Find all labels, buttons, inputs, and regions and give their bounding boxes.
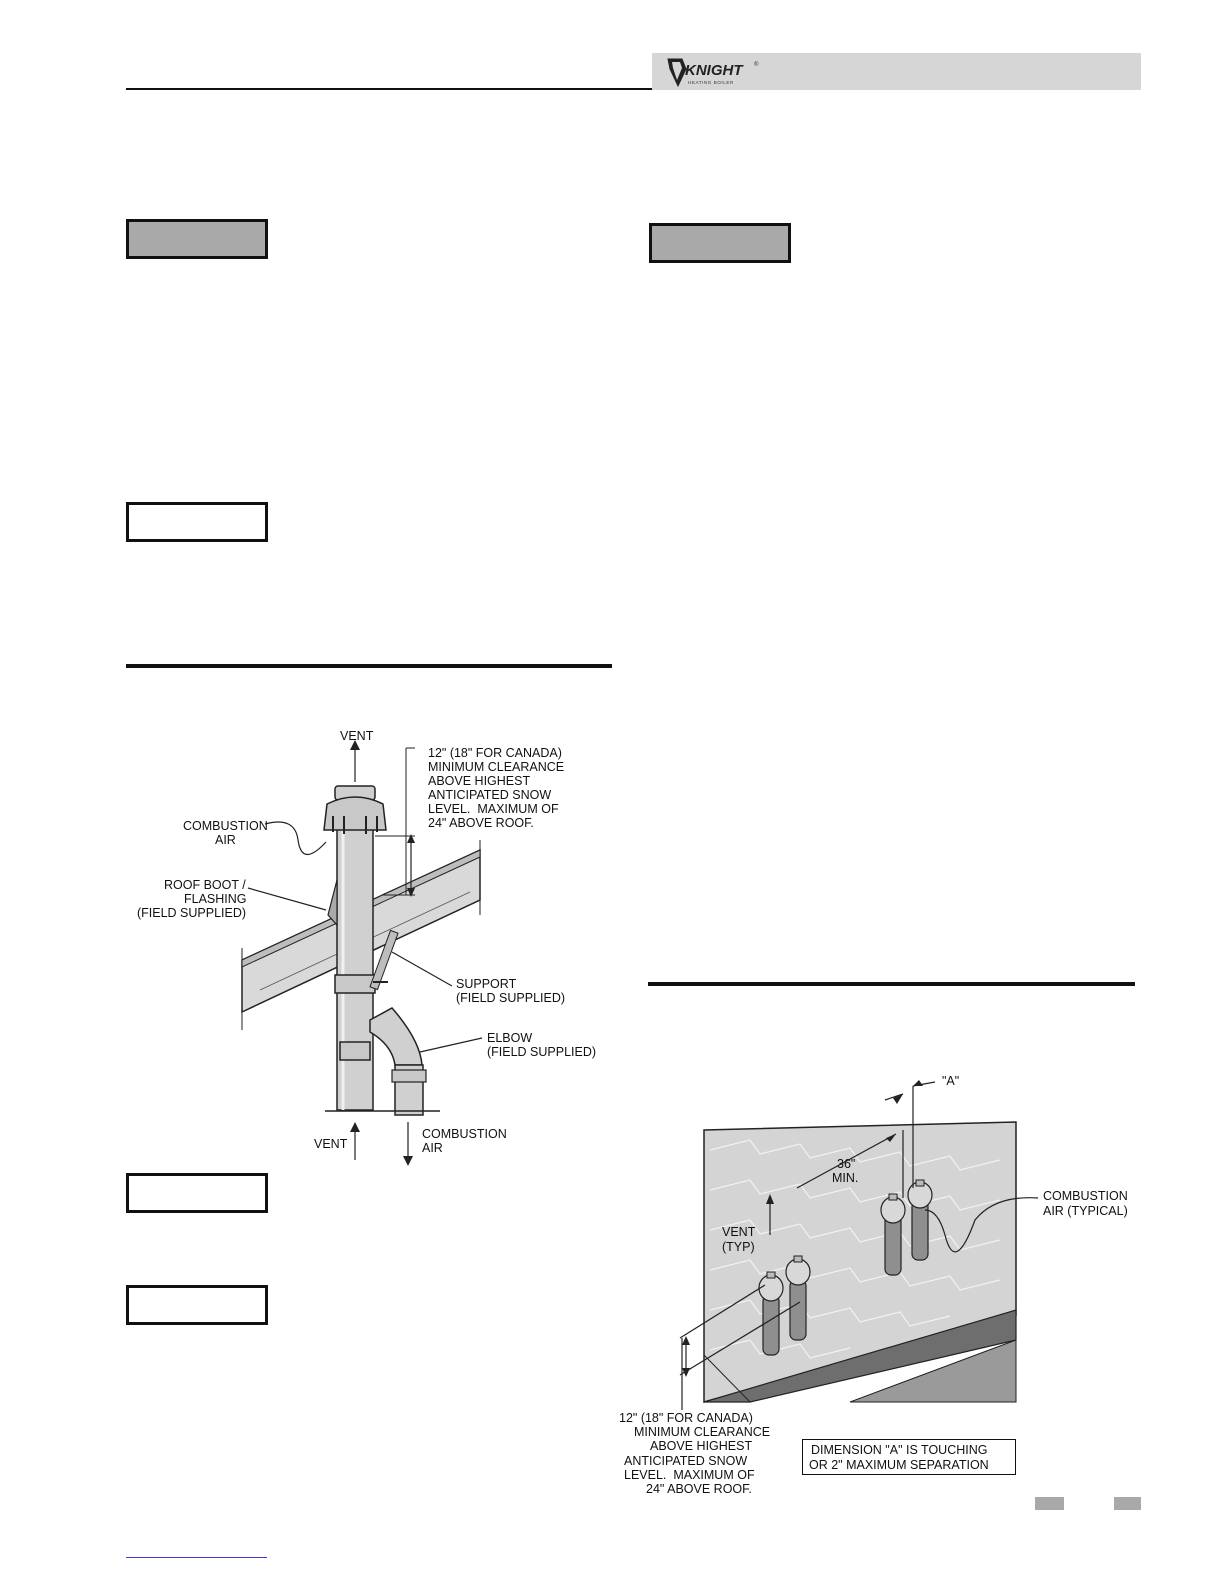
section-rule-right (648, 982, 1135, 986)
footer-page-box-right (1114, 1497, 1141, 1510)
elbow-icon (370, 1008, 426, 1115)
roof-boot-label-line-2: FLASHING (184, 892, 247, 906)
combustion-air-typ-label-line-1: COMBUSTION (1043, 1189, 1128, 1203)
vent-bottom-label: VENT (314, 1137, 348, 1151)
dimension-note-line-1: DIMENSION "A" IS TOUCHING (811, 1443, 988, 1457)
dimension-note-line-2: OR 2" MAXIMUM SEPARATION (809, 1458, 989, 1472)
combustion-air-label-line-2: AIR (215, 833, 236, 847)
support-label-line-1: SUPPORT (456, 977, 517, 991)
roof-boot-label-line-1: ROOF BOOT / (164, 878, 246, 892)
footer-link-underline[interactable] (126, 1557, 267, 1558)
right-clearance-note-line-6: 24" ABOVE ROOF. (646, 1482, 752, 1496)
vent-bottom-arrow-icon (350, 1122, 360, 1160)
combustion-air-label-line-1: COMBUSTION (183, 819, 268, 833)
dimension-note-box (802, 1439, 1016, 1475)
warning-badge-right (649, 223, 791, 263)
min-distance-label-line-2: MIN. (832, 1171, 859, 1185)
right-clearance-note-line-2: MINIMUM CLEARANCE (634, 1425, 771, 1439)
clearance-note-line-6: 24" ABOVE ROOF. (428, 816, 534, 830)
combustion-air-bottom-label-line-2: AIR (422, 1141, 443, 1155)
caution-badge-2 (126, 1285, 268, 1325)
clearance-note-line-1: 12" (18" FOR CANADA) (428, 746, 562, 760)
elbow-label-line-2: (FIELD SUPPLIED) (487, 1045, 597, 1059)
vent-up-arrow-icon (350, 740, 360, 782)
footer-page-box-left (1035, 1497, 1064, 1510)
logo-tagline: HEATING BOILER (688, 80, 734, 85)
vent-typ-label-line-2: (TYP) (722, 1240, 755, 1254)
roof-boot-label-line-3: (FIELD SUPPLIED) (137, 906, 247, 920)
caution-badge-1 (126, 1173, 268, 1213)
combustion-air-typ-label-line-2: AIR (TYPICAL) (1043, 1204, 1128, 1218)
support-label-line-2: (FIELD SUPPLIED) (456, 991, 566, 1005)
figure-multiple-terminations-callouts (600, 1060, 1200, 1420)
clearance-note-line-5: LEVEL. MAXIMUM OF (428, 802, 559, 816)
logo-brand-text: KNIGHT (685, 62, 743, 79)
notice-badge (126, 502, 268, 542)
min-distance-label-line-1: 36" (837, 1157, 856, 1171)
right-clearance-note-line-3: ABOVE HIGHEST (650, 1439, 753, 1453)
right-clearance-note-line-4: ANTICIPATED SNOW (624, 1454, 748, 1468)
dimension-a-label: "A" (942, 1074, 960, 1088)
clearance-note-line-4: ANTICIPATED SNOW (428, 788, 552, 802)
knight-logo (666, 55, 766, 89)
combustion-air-bottom-label-line-1: COMBUSTION (422, 1127, 507, 1141)
combustion-air-down-arrow-icon (403, 1122, 413, 1166)
logo-trademark: ® (754, 62, 759, 68)
elbow-label-line-1: ELBOW (487, 1031, 533, 1045)
vent-top-label: VENT (340, 729, 374, 743)
warning-badge (126, 219, 268, 259)
clearance-note-line-3: ABOVE HIGHEST (428, 774, 531, 788)
right-clearance-note-line-5: LEVEL. MAXIMUM OF (624, 1468, 755, 1482)
section-rule-left (126, 664, 612, 668)
vent-typ-label-line-1: VENT (722, 1225, 756, 1239)
right-clearance-note-line-1: 12" (18" FOR CANADA) (619, 1411, 753, 1425)
clearance-note-line-2: MINIMUM CLEARANCE (428, 760, 565, 774)
